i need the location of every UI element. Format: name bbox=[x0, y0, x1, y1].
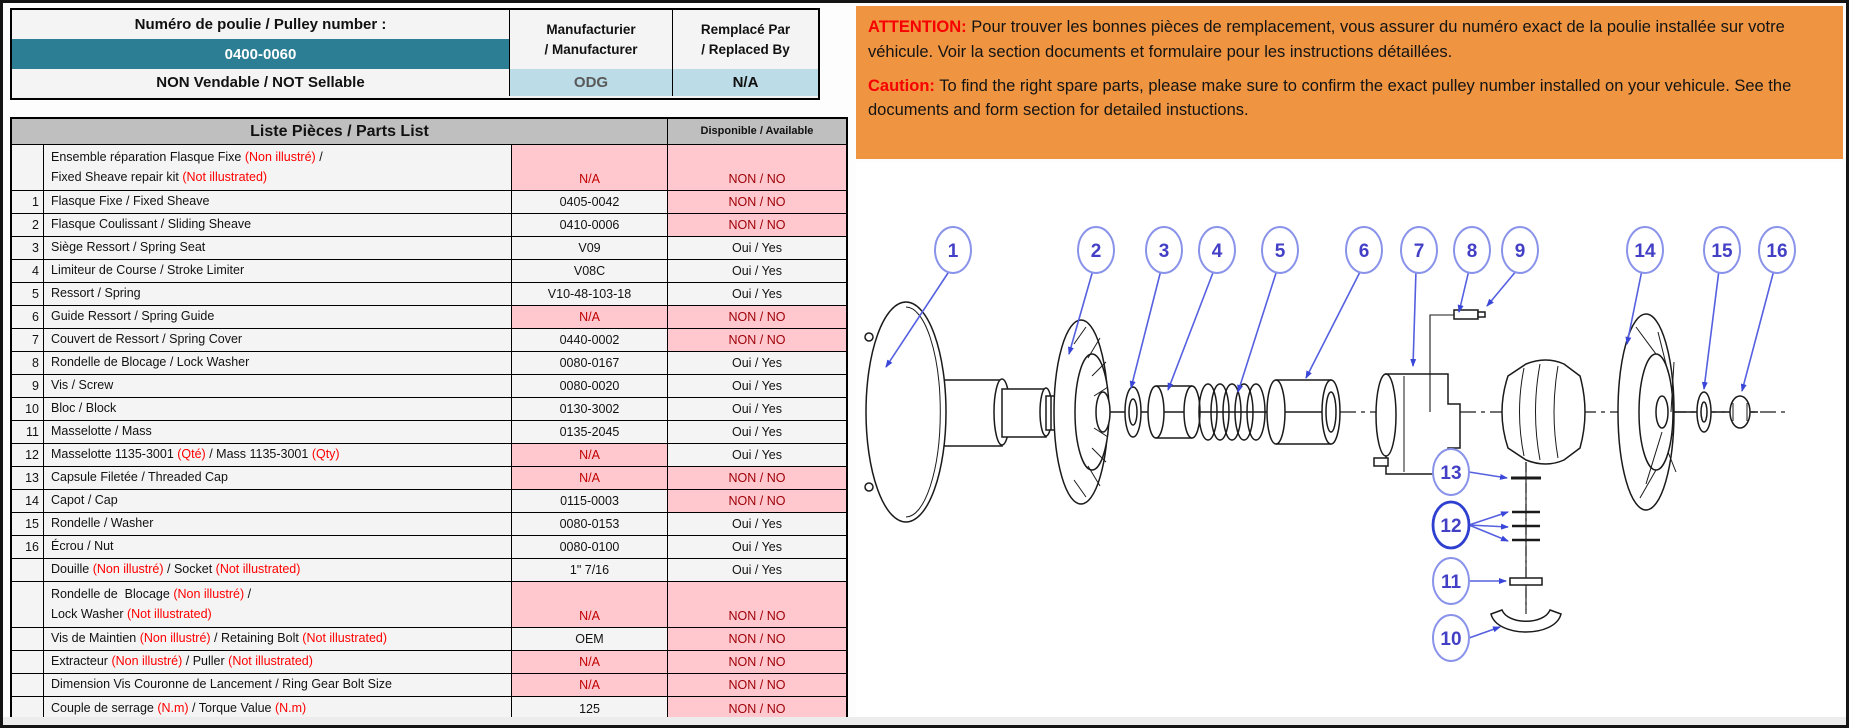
parts-list-table bbox=[10, 117, 848, 722]
available-cell: NON / NO bbox=[668, 306, 846, 328]
available-cell: Oui / Yes bbox=[731, 287, 783, 301]
description-cell bbox=[44, 214, 512, 236]
description-line bbox=[51, 284, 511, 303]
notice-fr bbox=[868, 15, 1829, 65]
item-number-cell: 16 bbox=[12, 536, 44, 558]
item-number-cell: 6 bbox=[12, 306, 44, 328]
balloon-number: 13 bbox=[1440, 463, 1462, 484]
description-cell bbox=[44, 237, 512, 259]
description-line bbox=[51, 353, 511, 372]
table-row bbox=[12, 260, 846, 283]
table-row bbox=[12, 513, 846, 536]
attention-text: Pour trouver les bonnes pièces de remplacement, vous assurer du numéro exact de la poulie installée sur votre véhicule. Voir la section documents et formulaire pour les instructions détaillées. bbox=[868, 18, 1785, 61]
balloon-number: 5 bbox=[1274, 241, 1286, 262]
balloon-leader-line bbox=[1238, 270, 1277, 392]
description-cell bbox=[44, 582, 512, 627]
pulley-number-label: Numéro de poulie / Pulley number : bbox=[134, 16, 387, 33]
table-row bbox=[12, 283, 846, 306]
table-row bbox=[12, 306, 846, 329]
caution-label: Caution: bbox=[868, 76, 935, 95]
manufacturer-cell: N/A bbox=[512, 444, 668, 466]
table-row bbox=[12, 237, 846, 260]
manufacturer-cell: 125 bbox=[512, 697, 668, 720]
sellable-label: NON Vendable / NOT Sellable bbox=[156, 74, 365, 91]
available-cell: Oui / Yes bbox=[731, 563, 783, 577]
description-line bbox=[51, 491, 511, 510]
available-column-header: Disponible / Available bbox=[700, 125, 814, 137]
description-cell bbox=[44, 674, 512, 696]
description-text: Limiteur de Course / Stroke Limiter bbox=[51, 263, 245, 278]
description-text: Couple de serrage bbox=[51, 700, 158, 715]
item-number-cell: 8 bbox=[12, 352, 44, 374]
item-number-cell: 9 bbox=[12, 375, 44, 397]
description-cell bbox=[44, 145, 512, 190]
description-text: Rondelle de Blocage bbox=[51, 587, 174, 602]
table-row bbox=[12, 444, 846, 467]
manufacturer-header-line1: Manufacturier bbox=[546, 21, 636, 37]
manufacturer-header bbox=[509, 10, 672, 69]
description-text: Guide Ressort / Spring Guide bbox=[51, 309, 215, 324]
description-line bbox=[51, 330, 511, 349]
description-text: Lock Washer bbox=[51, 606, 127, 621]
description-note-red: (Not illustrated) bbox=[126, 606, 212, 621]
description-line bbox=[51, 468, 511, 487]
description-text: Douille bbox=[51, 562, 93, 577]
description-cell bbox=[44, 536, 512, 558]
table-row bbox=[12, 421, 846, 444]
manufacturer-cell: 0080-0153 bbox=[512, 513, 668, 535]
balloon-number: 8 bbox=[1466, 241, 1478, 262]
item-number-cell bbox=[12, 628, 44, 650]
parts-list-body bbox=[12, 145, 846, 720]
item-number-cell bbox=[12, 582, 44, 627]
item-number-cell: 13 bbox=[12, 467, 44, 489]
balloon-leader-line bbox=[1459, 270, 1469, 312]
machine-parts-drawing bbox=[865, 302, 1786, 632]
balloon-number: 6 bbox=[1358, 241, 1370, 262]
description-line bbox=[51, 675, 511, 694]
manufacturer-cell: V08C bbox=[512, 260, 668, 282]
footer-strip bbox=[3, 717, 1846, 725]
table-row bbox=[12, 145, 846, 191]
description-text: Rondelle / Washer bbox=[51, 516, 154, 531]
description-cell bbox=[44, 490, 512, 512]
pulley-header-table bbox=[10, 8, 820, 100]
description-line bbox=[51, 168, 511, 187]
manufacturer-cell: N/A bbox=[512, 467, 668, 489]
description-text: Ressort / Spring bbox=[51, 286, 141, 301]
table-row bbox=[12, 559, 846, 582]
item-number-cell: 11 bbox=[12, 421, 44, 443]
available-cell: NON / NO bbox=[668, 582, 846, 627]
balloon-number: 4 bbox=[1211, 241, 1223, 262]
description-cell bbox=[44, 306, 512, 328]
balloon-leader-line bbox=[1704, 270, 1719, 389]
item-number-cell: 7 bbox=[12, 329, 44, 351]
description-cell bbox=[44, 352, 512, 374]
description-text: Extracteur bbox=[51, 654, 112, 669]
item-number-cell bbox=[12, 145, 44, 190]
available-cell: Oui / Yes bbox=[731, 517, 783, 531]
manufacturer-cell: 0135-2045 bbox=[512, 421, 668, 443]
balloon-number: 16 bbox=[1766, 241, 1788, 262]
description-cell bbox=[44, 398, 512, 420]
description-text: / bbox=[315, 150, 323, 165]
description-note-red: (Non illustré) bbox=[173, 587, 245, 602]
description-note-red: (Non illustré) bbox=[139, 631, 211, 646]
manufacturer-cell: 0405-0042 bbox=[512, 191, 668, 213]
table-row bbox=[12, 651, 846, 674]
description-note-red: (Not illustrated) bbox=[182, 169, 268, 184]
manufacturer-cell: N/A bbox=[512, 582, 668, 627]
table-row bbox=[12, 674, 846, 697]
description-text: Vis de Maintien bbox=[51, 631, 140, 646]
description-text: Écrou / Nut bbox=[51, 539, 114, 554]
balloon-leader-line bbox=[1469, 472, 1507, 478]
balloon-number: 14 bbox=[1634, 241, 1656, 262]
description-line bbox=[51, 399, 511, 418]
available-cell: NON / NO bbox=[668, 329, 846, 351]
balloon-leader-line bbox=[1742, 270, 1774, 391]
available-cell: NON / NO bbox=[668, 490, 846, 512]
table-row bbox=[12, 467, 846, 490]
manufacturer-cell: N/A bbox=[512, 306, 668, 328]
description-note-red: (Non illustré) bbox=[92, 562, 164, 577]
available-cell: Oui / Yes bbox=[731, 379, 783, 393]
description-cell bbox=[44, 260, 512, 282]
description-cell bbox=[44, 467, 512, 489]
manufacturer-cell: 1" 7/16 bbox=[512, 559, 668, 581]
description-text: / Torque Value bbox=[188, 700, 275, 715]
manufacturer-cell: V09 bbox=[512, 237, 668, 259]
available-cell: NON / NO bbox=[668, 214, 846, 236]
description-line bbox=[51, 238, 511, 257]
description-note-red: (Qté) bbox=[177, 447, 206, 462]
available-cell: NON / NO bbox=[668, 697, 846, 720]
description-line bbox=[51, 560, 511, 579]
replaced-by-header-line1: Remplacé Par bbox=[700, 21, 791, 37]
description-text: Capsule Filetée / Threaded Cap bbox=[51, 470, 228, 485]
balloon-number: 15 bbox=[1711, 241, 1733, 262]
parts-list-header-row bbox=[12, 119, 846, 145]
attention-box bbox=[856, 6, 1843, 159]
description-line bbox=[51, 585, 511, 604]
description-line bbox=[51, 261, 511, 280]
description-text: Flasque Fixe / Fixed Sheave bbox=[51, 194, 210, 209]
balloon-leader-line bbox=[1413, 270, 1416, 366]
description-line bbox=[51, 514, 511, 533]
description-text: Vis / Screw bbox=[51, 378, 114, 393]
description-text: Flasque Coulissant / Sliding Sheave bbox=[51, 217, 252, 232]
balloon-number: 3 bbox=[1158, 241, 1170, 262]
description-text: / Mass 1135-3001 bbox=[205, 447, 312, 462]
replaced-by-header-line2: / Replaced By bbox=[701, 41, 790, 57]
description-cell bbox=[44, 628, 512, 650]
item-number-cell bbox=[12, 674, 44, 696]
description-text: Masselotte 1135-3001 bbox=[51, 447, 178, 462]
description-text: Ensemble réparation Flasque Fixe bbox=[51, 150, 245, 165]
manufacturer-cell: 0115-0003 bbox=[512, 490, 668, 512]
pulley-exploded-drawing bbox=[856, 162, 1843, 718]
description-note-red: (Not illustrated) bbox=[228, 654, 313, 669]
description-text: / Puller bbox=[182, 654, 229, 669]
description-note-red: (Not illustrated) bbox=[215, 562, 301, 577]
description-note-red: (Non illustré) bbox=[111, 654, 183, 669]
manufacturer-cell: V10-48-103-18 bbox=[512, 283, 668, 305]
table-row bbox=[12, 214, 846, 237]
item-number-cell bbox=[12, 559, 44, 581]
exploded-view-diagram bbox=[856, 162, 1843, 718]
description-text: Fixed Sheave repair kit bbox=[51, 169, 183, 184]
description-line bbox=[51, 445, 511, 464]
balloon-leader-line bbox=[1469, 627, 1500, 638]
table-row bbox=[12, 329, 846, 352]
attention-label: ATTENTION: bbox=[868, 18, 967, 36]
description-line bbox=[51, 148, 511, 167]
description-text: Couvert de Ressort / Spring Cover bbox=[51, 332, 243, 347]
available-cell: Oui / Yes bbox=[731, 264, 783, 278]
description-line bbox=[51, 629, 511, 648]
available-cell: Oui / Yes bbox=[731, 540, 783, 554]
balloon-number: 1 bbox=[947, 241, 959, 262]
balloon-number: 11 bbox=[1440, 572, 1462, 593]
balloon-leader-line bbox=[1131, 270, 1161, 388]
parts-list-title: Liste Pièces / Parts List bbox=[12, 119, 668, 144]
description-note-red: (Qty) bbox=[311, 447, 340, 462]
available-cell: NON / NO bbox=[668, 628, 846, 650]
item-number-cell: 5 bbox=[12, 283, 44, 305]
description-cell bbox=[44, 559, 512, 581]
description-text: / Socket bbox=[163, 562, 216, 577]
available-cell: Oui / Yes bbox=[731, 241, 783, 255]
description-text: Siège Ressort / Spring Seat bbox=[51, 240, 206, 255]
description-cell bbox=[44, 444, 512, 466]
available-cell: Oui / Yes bbox=[731, 402, 783, 416]
notice-en bbox=[868, 74, 1829, 124]
manufacturer-cell: 0080-0020 bbox=[512, 375, 668, 397]
table-row bbox=[12, 375, 846, 398]
item-number-cell: 3 bbox=[12, 237, 44, 259]
description-cell bbox=[44, 421, 512, 443]
manufacturer-cell: 0410-0006 bbox=[512, 214, 668, 236]
description-note-red: (N.m) bbox=[157, 700, 189, 715]
description-cell bbox=[44, 329, 512, 351]
table-row bbox=[12, 352, 846, 375]
description-note-red: (Not illustrated) bbox=[302, 631, 388, 646]
manufacturer-cell: OEM bbox=[512, 628, 668, 650]
table-row bbox=[12, 490, 846, 513]
balloon-leader-line bbox=[1469, 512, 1508, 525]
pulley-number-value: 0400-0060 bbox=[12, 39, 509, 69]
balloon-number: 10 bbox=[1440, 629, 1462, 650]
description-line bbox=[51, 192, 511, 211]
description-note-red: (N.m) bbox=[274, 700, 307, 715]
item-number-cell bbox=[12, 651, 44, 673]
description-text: Capot / Cap bbox=[51, 493, 118, 508]
table-row bbox=[12, 536, 846, 559]
description-cell bbox=[44, 191, 512, 213]
manufacturer-cell: N/A bbox=[512, 145, 668, 190]
balloon-number: 2 bbox=[1090, 241, 1102, 262]
manufacturer-cell: N/A bbox=[512, 674, 668, 696]
item-number-cell: 12 bbox=[12, 444, 44, 466]
description-note-red: (Non illustré) bbox=[244, 150, 316, 165]
item-number-cell: 14 bbox=[12, 490, 44, 512]
item-number-cell: 4 bbox=[12, 260, 44, 282]
table-row bbox=[12, 191, 846, 214]
caution-text: To find the right spare parts, please make sure to confirm the exact pulley number installed on your vehicule. See the documents and form section for detailed instuctions. bbox=[868, 76, 1792, 120]
available-cell: Oui / Yes bbox=[731, 448, 783, 462]
description-line bbox=[51, 605, 511, 624]
manufacturer-cell: 0440-0002 bbox=[512, 329, 668, 351]
description-text: Masselotte / Mass bbox=[51, 424, 152, 439]
description-text: Dimension Vis Couronne de Lancement / Ring Gear Bolt Size bbox=[51, 677, 392, 692]
table-row bbox=[12, 582, 846, 628]
description-line bbox=[51, 537, 511, 556]
description-cell bbox=[44, 283, 512, 305]
description-cell bbox=[44, 513, 512, 535]
balloon-leader-line bbox=[1168, 270, 1214, 390]
table-row bbox=[12, 398, 846, 421]
replaced-by-value: N/A bbox=[672, 69, 818, 96]
balloon-number: 9 bbox=[1514, 241, 1526, 262]
available-cell: NON / NO bbox=[668, 191, 846, 213]
description-text: Bloc / Block bbox=[51, 401, 117, 416]
balloon-leader-line bbox=[1306, 270, 1361, 378]
manufacturer-cell: 0080-0167 bbox=[512, 352, 668, 374]
manufacturer-cell: N/A bbox=[512, 651, 668, 673]
description-line bbox=[51, 376, 511, 395]
item-number-cell: 15 bbox=[12, 513, 44, 535]
available-cell: NON / NO bbox=[668, 651, 846, 673]
balloon-number: 12 bbox=[1440, 516, 1462, 537]
description-line bbox=[51, 215, 511, 234]
item-number-cell: 2 bbox=[12, 214, 44, 236]
description-cell bbox=[44, 375, 512, 397]
description-cell bbox=[44, 651, 512, 673]
balloon-number: 7 bbox=[1413, 241, 1425, 262]
available-cell: NON / NO bbox=[668, 674, 846, 696]
replaced-by-header bbox=[672, 10, 818, 69]
item-number-cell: 1 bbox=[12, 191, 44, 213]
description-text: / bbox=[244, 587, 252, 602]
available-cell: Oui / Yes bbox=[731, 356, 783, 370]
description-line bbox=[51, 422, 511, 441]
available-cell: Oui / Yes bbox=[731, 425, 783, 439]
manufacturer-value: ODG bbox=[509, 69, 672, 96]
table-row bbox=[12, 628, 846, 651]
description-line bbox=[51, 307, 511, 326]
balloon-leader-line bbox=[1487, 270, 1517, 306]
manufacturer-cell: 0130-3002 bbox=[512, 398, 668, 420]
available-cell: NON / NO bbox=[668, 467, 846, 489]
manufacturer-cell: 0080-0100 bbox=[512, 536, 668, 558]
description-line bbox=[51, 652, 511, 671]
description-text: Rondelle de Blocage / Lock Washer bbox=[51, 355, 250, 370]
description-text: / Retaining Bolt bbox=[210, 631, 303, 646]
manufacturer-header-line2: / Manufacturer bbox=[544, 41, 638, 57]
item-number-cell: 10 bbox=[12, 398, 44, 420]
available-cell: NON / NO bbox=[668, 145, 846, 190]
description-line bbox=[51, 699, 511, 718]
